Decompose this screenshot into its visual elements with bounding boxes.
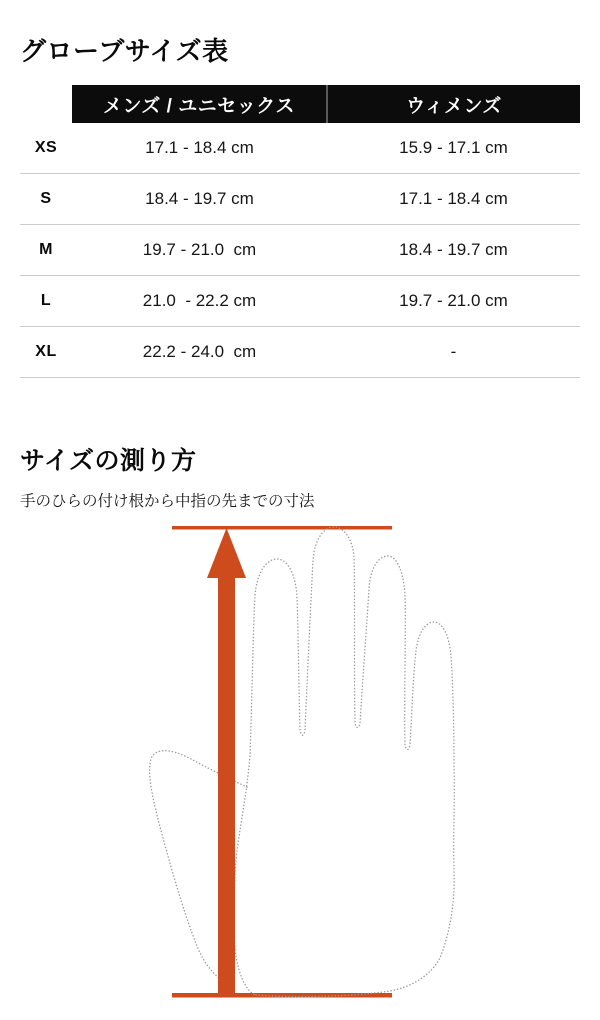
womens-range: 15.9 - 17.1 cm bbox=[399, 138, 508, 157]
size-label: XS bbox=[34, 139, 58, 156]
table-row bbox=[20, 225, 580, 276]
table-row bbox=[20, 276, 580, 327]
measure-arrow-shaft bbox=[218, 575, 235, 995]
table-row bbox=[20, 327, 580, 378]
size-label: L bbox=[40, 292, 52, 309]
measuring-description: 手のひらの付け根から中指の先までの寸法 bbox=[20, 492, 315, 510]
hand-outline bbox=[234, 527, 455, 997]
size-label: M bbox=[39, 241, 53, 258]
mens-range: 21.0 - 22.2 cm bbox=[142, 291, 257, 310]
womens-range: 18.4 - 19.7 cm bbox=[399, 240, 508, 259]
measuring-section-title: サイズの測り方 bbox=[20, 446, 197, 475]
table-row bbox=[20, 174, 580, 225]
mens-range: 19.7 - 21.0 cm bbox=[142, 240, 257, 259]
hand-measurement-illustration bbox=[0, 500, 600, 1020]
table-row bbox=[20, 123, 580, 174]
page-title: グローブサイズ表 bbox=[20, 36, 229, 67]
womens-range: - bbox=[450, 342, 457, 361]
column-header-womens: ウィメンズ bbox=[326, 85, 580, 123]
womens-range: 17.1 - 18.4 cm bbox=[399, 189, 508, 208]
mens-range: 17.1 - 18.4 cm bbox=[145, 138, 254, 157]
size-label: XL bbox=[35, 343, 57, 360]
glove-size-table bbox=[20, 85, 580, 378]
mens-range: 18.4 - 19.7 cm bbox=[145, 189, 254, 208]
table-header-row bbox=[72, 85, 580, 123]
column-header-mens-unisex: メンズ / ユニセックス bbox=[102, 95, 296, 117]
measure-line-top bbox=[172, 526, 392, 530]
mens-range: 22.2 - 24.0 cm bbox=[142, 342, 257, 361]
womens-range: 19.7 - 21.0 cm bbox=[399, 291, 508, 310]
measure-arrow-head bbox=[207, 528, 246, 578]
size-label: S bbox=[40, 190, 52, 207]
